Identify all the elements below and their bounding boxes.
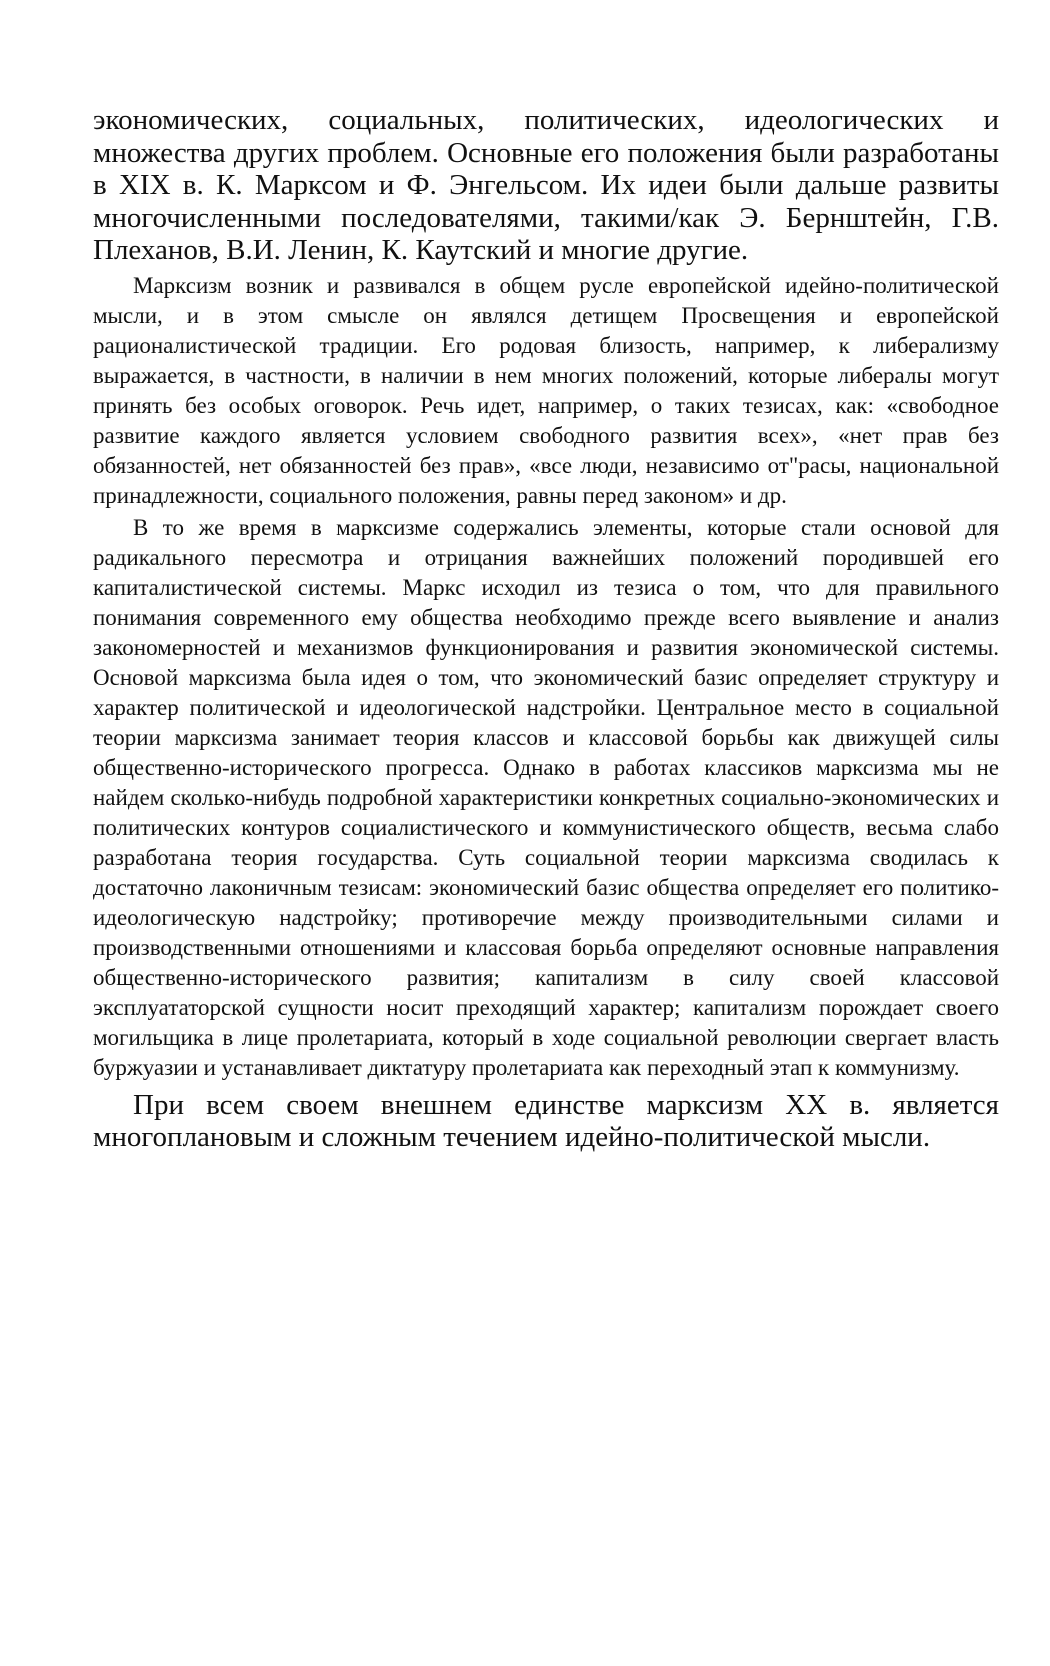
paragraph-origins: Марксизм возник и развивался в общем русле европейской идейно-политической мысли, и в этом смысле он являлся детищем Просвещения и европейской рационалистической традиции. Его родовая близость, например, к либерализму выражается, в частности, в наличии в нем многих положений, которые либералы могут принять без особых оговорок. Речь идет, например, о таких тезисах, как: «свободное развитие каждого является условием свободного развития всех», «нет прав без обязанностей, нет обязанностей без прав», «все люди, независимо от"расы, национальной принадлежности, социального положения, равны перед законом» и др. [93, 272, 999, 508]
paragraph-radical-elements: В то же время в марксизме содержались элементы, которые стали основой для радикального пересмотра и отрицания важнейших положений породившей его капиталистической системы. Маркс исходил из тезиса о том, что для правильного понимания современного ему общества необходимо прежде всего выявление и анализ закономерностей и механизмов функционирования и развития экономической системы. Основой марксизма была идея о том, что экономический базис определяет структуру и характер политической и идеологической надстройки. Центральное место в социальной теории марксизма занимает теория классов и классовой борьбы как движущей силы общественно-исторического прогресса. Однако в работах классиков марксизма мы не найдем сколько-нибудь подробной характеристики конкретных социально-экономических и политических контуров социалистического и коммунистического обществ, весьма слабо разработана теория государства. Суть социальной теории марксизма сводилась к достаточно лаконичным тезисам: экономический базис общества определяет его политико-идеологическую надстройку; противоречие между производительными силами и производственными отношениями и классовая борьба определяют основные направления общественно-исторического развития; капитализм в силу своей классовой эксплуататорской сущности носит преходящий характер; капитализм порождает своего могильщика в лице пролетариата, который в ходе социальной революции свергает власть буржуазии и устанавливает диктатуру пролетариата как переходный этап к коммунизму. [93, 514, 999, 1080]
document-page [93, 104, 999, 1154]
paragraph-conclusion: При всем своем внешнем единстве марксизм XX в. является многоплановым и сложным течением идейно-политической мысли. [93, 1088, 999, 1153]
paragraph-intro: экономических, социальных, политических, идеологических и множества других проблем. Основные его положения были разработаны в XIX в. К. Марксом и Ф. Энгельсом. Их идеи были дальше развиты многочисленными последователями, такими/как Э. Бернштейн, Г.В. Плеханов, В.И. Ленин, К. Каутский и многие другие. [93, 104, 999, 266]
